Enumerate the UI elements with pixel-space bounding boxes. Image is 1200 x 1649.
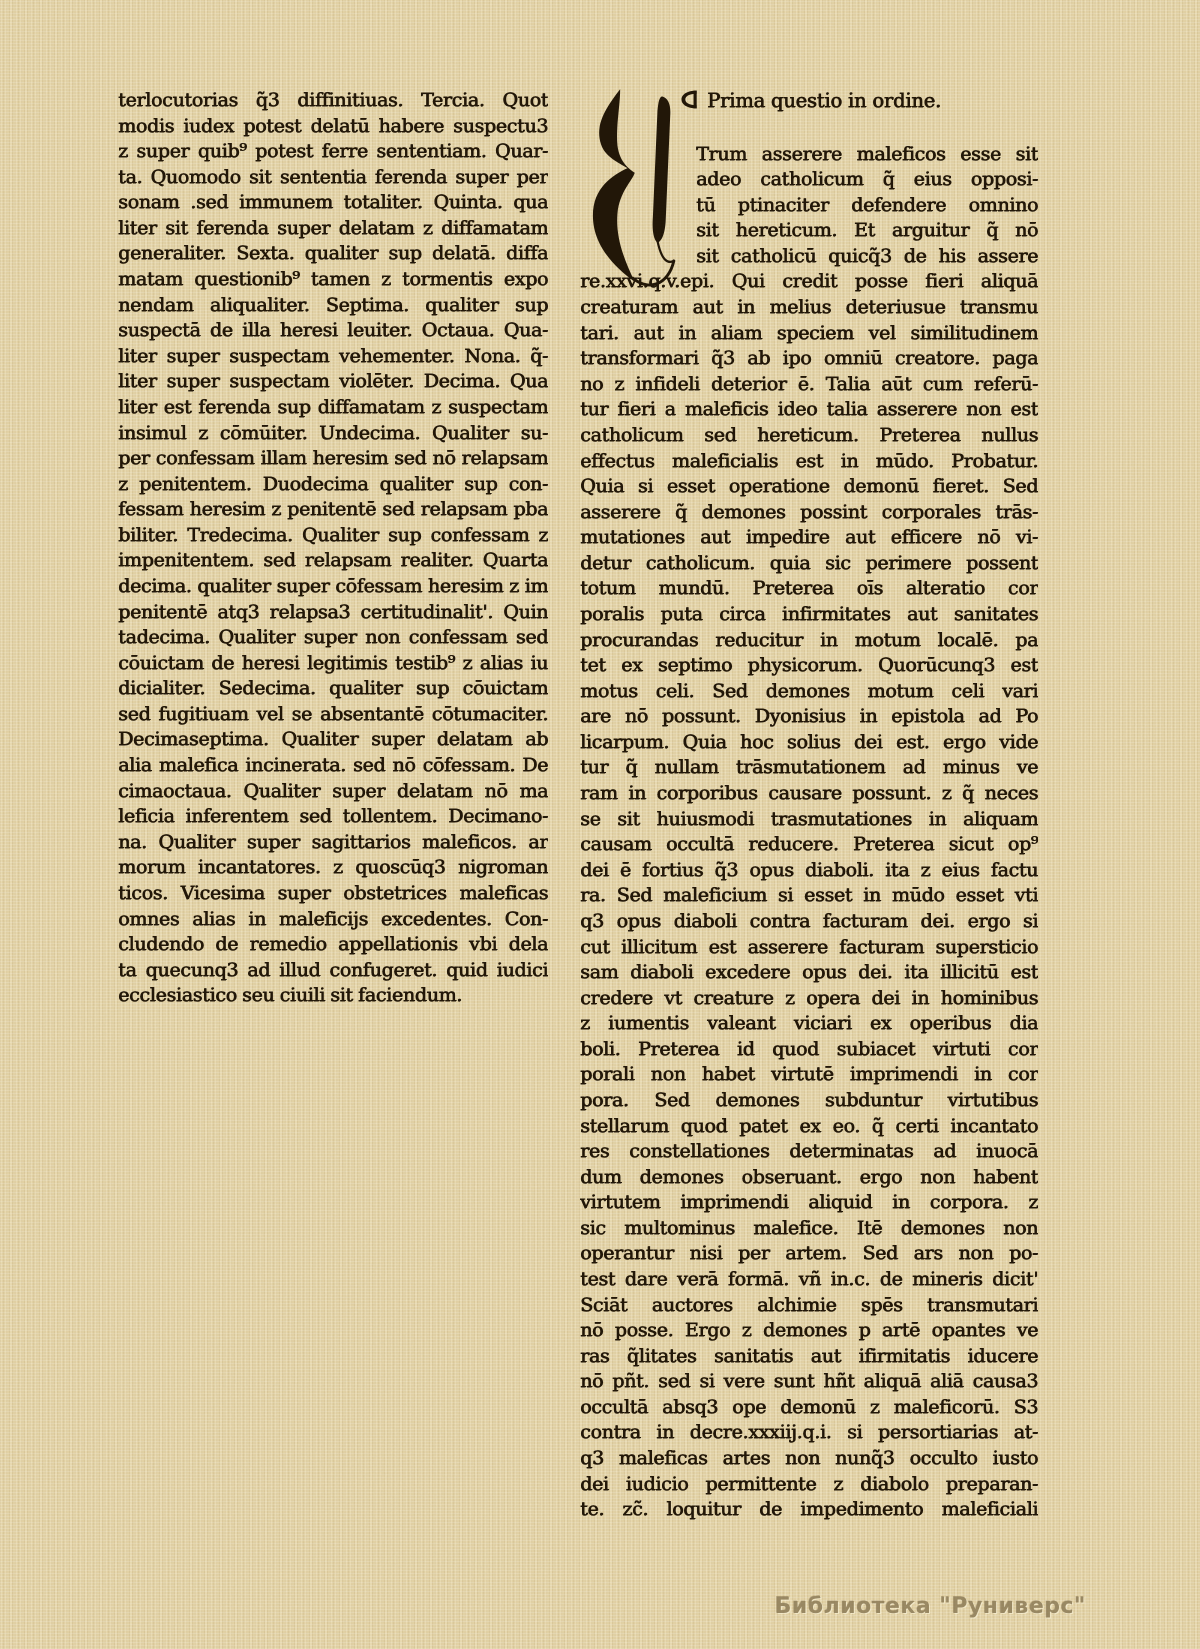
text-line: insimul z cōmūiter. Undecima. Qualiter su- bbox=[118, 421, 548, 444]
text-line: detur catholicum. quia sic perimere possent bbox=[580, 551, 1038, 574]
text-line: cōuictam de heresi legitimis testib⁹ z alias iu bbox=[118, 651, 548, 674]
text-line: ta quecunq3 ad illud confugeret. quid iudici bbox=[118, 958, 548, 981]
text-line: dei ē fortius q̃3 opus diaboli. ita z eius factu bbox=[580, 858, 1038, 881]
text-line: te. zc̃. loquitur de impedimento maleficiali bbox=[580, 1498, 1038, 1521]
text-line: Sciāt auctores alchimie spēs transmutari bbox=[580, 1293, 1038, 1316]
text-line: sit catholicū quicq̃3 de his assere bbox=[696, 244, 1038, 267]
text-line: effectus maleficialis est in mūdo. Probatur. bbox=[580, 449, 1038, 472]
right-text-column bbox=[580, 88, 1038, 1523]
text-line: suspectā de illa heresi leuiter. Octaua. Qua- bbox=[118, 319, 548, 342]
text-line: dicialiter. Sedecima. qualiter sup cōuictam bbox=[118, 677, 548, 700]
text-line: cludendo de remedio appellationis vbi dela bbox=[118, 933, 548, 956]
text-line: penitentē atq3 relapsa3 certitudinalit'. Quin bbox=[118, 600, 548, 623]
text-line: terlocutorias q̃3 diffinitiuas. Tercia. Quot bbox=[118, 89, 548, 111]
text-line: q3 maleficas artes non nunq̃3 occulto iusto bbox=[580, 1447, 1038, 1470]
text-line: tet ex septimo physicorum. Quorūcunq3 est bbox=[580, 654, 1038, 677]
text-line: sed fugitiuam vel se absentantē cōtumaciter. bbox=[118, 702, 548, 725]
text-line: ecclesiastico seu ciuili sit faciendum. bbox=[118, 984, 462, 1007]
text-line: re.xxvi.q.v.epi. Qui credit posse fieri aliquā bbox=[580, 270, 1038, 293]
text-line: ta. Quomodo sit sententia ferenda super per bbox=[118, 165, 548, 188]
text-line: sam diaboli excedere opus dei. ita illicitū est bbox=[580, 961, 1038, 984]
text-line: tū ptinaciter defendere omnino bbox=[696, 193, 1038, 216]
text-line: dei iudicio permittente z diabolo preparan- bbox=[580, 1472, 1038, 1495]
text-line: leficia inferentem sed tollentem. Decimano- bbox=[118, 805, 548, 828]
text-line: sit hereticum. Et arguitur q̃ nō bbox=[696, 219, 1038, 242]
text-line: pora. Sed demones subduntur virtutibus bbox=[580, 1088, 1038, 1111]
text-line: nō posse. Ergo z demones p artē opantes ve bbox=[580, 1319, 1038, 1342]
text-line: ra. Sed maleficium si esset in mūdo esset vti bbox=[580, 884, 1038, 907]
text-line: boli. Preterea id quod subiacet virtuti cor bbox=[580, 1037, 1038, 1060]
text-line: z iumentis valeant viciari ex operibus dia bbox=[580, 1012, 1038, 1035]
text-line: cimaoctaua. Qualiter super delatam nō ma bbox=[118, 779, 548, 802]
text-line: morum incantatores. z quoscūq3 nigroman bbox=[118, 856, 548, 879]
text-line: sic multominus malefice. Itē demones non bbox=[580, 1216, 1038, 1239]
text-line: generaliter. Sexta. qualiter sup delatā. diffa bbox=[118, 242, 548, 265]
text-line: omnes alias in maleficijs excedentes. Con- bbox=[118, 907, 548, 930]
text-line: matam questionib⁹ tamen z tormentis expo bbox=[118, 268, 548, 291]
text-line: dum demones obseruant. ergo non habent bbox=[580, 1165, 1038, 1188]
text-line: per confessam illam heresim sed nō relapsam bbox=[118, 447, 548, 470]
text-line: ram in corporibus causare possunt. z q̃ neces bbox=[580, 782, 1038, 805]
text-line: nō pñt. sed si vere sunt hñt aliquā aliā causa3 bbox=[580, 1370, 1038, 1393]
text-line: asserere q̃ demones possint corporales trās- bbox=[580, 500, 1038, 523]
text-line: modis iudex potest delatū habere suspectu3 bbox=[118, 114, 548, 137]
text-line: contra in decre.xxxiij.q.i. si persortiarias at- bbox=[580, 1421, 1038, 1444]
text-line: tari. aut in aliam speciem vel similitudinem bbox=[580, 321, 1038, 344]
text-line: impenitentem. sed relapsam realiter. Quarta bbox=[118, 549, 548, 572]
text-line: procurandas reducitur in motum localē. pa bbox=[580, 628, 1038, 651]
text-line: sonam .sed immunem totaliter. Quinta. qua bbox=[118, 191, 548, 214]
text-line: na. Qualiter super sagittarios maleficos. ar bbox=[118, 830, 548, 853]
library-watermark: Библиотека "Руниверс" bbox=[774, 1594, 1086, 1619]
text-line: tur q̃ nullam trāsmutationem ad minus ve bbox=[580, 756, 1038, 779]
text-line: porali non habet virtutē imprimendi in cor bbox=[580, 1063, 1038, 1086]
text-line: ras q̃litates sanitatis aut ifirmitatis iducere bbox=[580, 1344, 1038, 1367]
text-line: transformari q̃3 ab ipo omniū creatore. paga bbox=[580, 347, 1038, 370]
text-line: occultā absq3 ope demonū z maleficorū. S3 bbox=[580, 1395, 1038, 1418]
text-line: Decimaseptima. Qualiter super delatam ab bbox=[118, 728, 548, 751]
drop-cap-initial-U bbox=[582, 76, 682, 304]
left-text-column bbox=[118, 88, 548, 1009]
text-line: liter est ferenda sup diffamatam z suspectam bbox=[118, 395, 548, 418]
text-line: z penitentem. Duodecima qualiter sup con- bbox=[118, 472, 548, 495]
text-line: cut illicitum est asserere facturam supersticio bbox=[580, 935, 1038, 958]
text-line: liter sit ferenda super delatam z diffamatam bbox=[118, 216, 548, 239]
text-line: liter super suspectam vehementer. Nona. q̃- bbox=[118, 344, 548, 367]
text-line: se sit huiusmodi trasmutationes in aliquam bbox=[580, 807, 1038, 830]
text-line: alia malefica incinerata. sed nō cōfessam. De bbox=[118, 754, 548, 777]
text-line: decima. qualiter super cōfessam heresim z im bbox=[118, 574, 548, 597]
text-line: test dare verā formā. vñ in.c. de mineris dicit' bbox=[580, 1268, 1038, 1291]
text-line: mutationes aut impedire aut efficere nō vi- bbox=[580, 526, 1038, 549]
text-line: virtutem imprimendi aliquid in corpora. z bbox=[580, 1191, 1038, 1214]
text-line: motus celi. Sed demones motum celi vari bbox=[580, 679, 1038, 702]
text-line: tadecima. Qualiter super non confessam sed bbox=[118, 626, 548, 649]
right-column-body bbox=[580, 142, 1038, 1523]
text-line: tur fieri a maleficis ideo talia asserere non est bbox=[580, 398, 1038, 421]
text-line: adeo catholicum q̃ eius opposi- bbox=[696, 168, 1038, 191]
text-line: Quia si esset operatione demonū fieret. Sed bbox=[580, 475, 1038, 498]
text-line: credere vt creature z opera dei in hominibus bbox=[580, 986, 1038, 1009]
text-line: ticos. Vicesima super obstetrices maleficas bbox=[118, 881, 548, 904]
text-line: creaturam aut in melius deteriusue transmu bbox=[580, 296, 1038, 319]
text-line: q3 opus diaboli contra facturam dei. ergo si bbox=[580, 909, 1038, 932]
capitulum-pilcrow-icon bbox=[680, 90, 702, 109]
text-line: Trum asserere maleficos esse sit bbox=[696, 142, 1038, 165]
text-line: res constellationes determinatas ad inuocā bbox=[580, 1140, 1038, 1163]
text-line: poralis puta circa infirmitates aut sanitates bbox=[580, 602, 1038, 625]
text-line: stellarum quod patet ex eo. q̃ certi incantato bbox=[580, 1114, 1038, 1137]
text-line: nendam aliqualiter. Septima. qualiter sup bbox=[118, 293, 548, 316]
text-line: fessam heresim z penitentē sed relapsam pba bbox=[118, 498, 548, 521]
text-line: catholicum sed hereticum. Preterea nullus bbox=[580, 423, 1038, 446]
text-line: z super quib⁹ potest ferre sententiam. Quar- bbox=[118, 140, 548, 163]
text-line: biliter. Tredecima. Qualiter sup confessam z bbox=[118, 523, 548, 546]
text-line: operantur nisi per artem. Sed ars non po- bbox=[580, 1242, 1038, 1265]
text-line: licarpum. Quia hoc solius dei est. ergo vide bbox=[580, 730, 1038, 753]
text-line: causam occultā reducere. Preterea sicut op⁹ bbox=[580, 833, 1038, 856]
heading-text: Prima questio in ordine. bbox=[707, 89, 941, 112]
text-line: no z infideli deterior ē. Talia aūt cum referū- bbox=[580, 372, 1038, 395]
text-line: liter super suspectam violēter. Decima. Qua bbox=[118, 370, 548, 393]
text-line: are nō possunt. Dyonisius in epistola ad Po bbox=[580, 705, 1038, 728]
text-line: totum mundū. Preterea oīs alteratio cor bbox=[580, 577, 1038, 600]
